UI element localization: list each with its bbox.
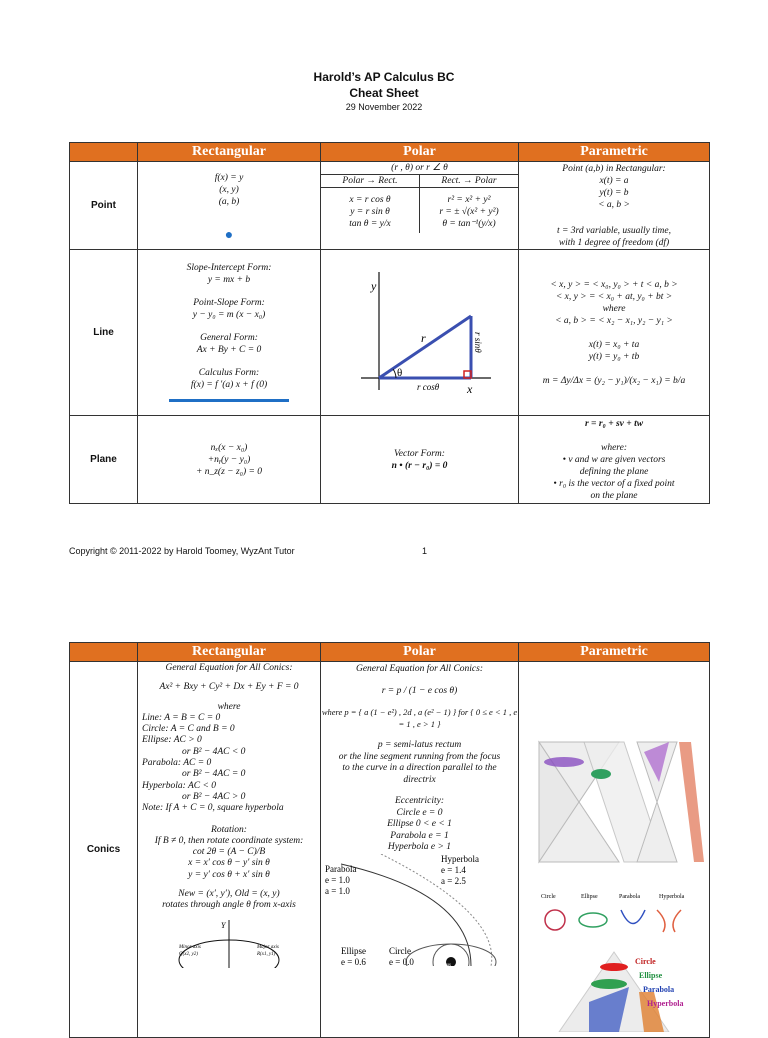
- conics-polar-line: where p = { a (1 − e²) , 2d , a (e² − 1) } for { 0 ≤ e < 1 , e = 1 , e > 1 }: [321, 707, 518, 729]
- conics-param-cell: [519, 662, 710, 1038]
- point-param-line: Point (a,b) in Rectangular:: [562, 163, 666, 174]
- line-rect-line: Calculus Form:: [198, 368, 260, 378]
- header-polar: Polar: [321, 143, 519, 162]
- doc-date: 29 November 2022: [345, 102, 423, 112]
- polar-right-line: r = ± √(x² + y²): [439, 207, 499, 217]
- conics-polar-line: Parabola e = 1: [390, 830, 449, 841]
- row-label-line: Line: [70, 250, 138, 416]
- line-polar-cell: [321, 250, 519, 416]
- point-param-line: y(t) = b: [599, 187, 629, 198]
- shape-label-parabola: Parabola: [619, 894, 640, 900]
- cone-label-parabola: Parabola: [643, 985, 675, 994]
- point-param-line: < a, b >: [598, 199, 630, 210]
- cone-label-hyperbola: Hyperbola: [647, 999, 684, 1008]
- conics-rect-line: or B² − 4AC > 0: [182, 791, 246, 802]
- rect-to-polar: [420, 175, 518, 233]
- conics-rect-line: Circle: A = C and B = 0: [142, 724, 235, 735]
- plane-param-line: on the plane: [590, 490, 638, 501]
- conics-rect-line: rotates through angle θ from x-axis: [162, 900, 296, 911]
- conics-rect-line: y = y′ cos θ + x′ sin θ: [188, 869, 270, 880]
- header-parametric: Parametric: [519, 143, 710, 162]
- graph-parabola-a: a = 1.0: [325, 885, 350, 896]
- ellipse-axis-y: Y: [221, 920, 226, 930]
- polar-right-line: θ = tan⁻¹(y/x): [442, 219, 496, 229]
- plane-param-line: where:: [600, 442, 628, 453]
- line-param-line: < x, y > = < x₀ + at, y₀ + bt >: [555, 291, 673, 302]
- diagram-x-label: x: [467, 382, 473, 396]
- line-param-line: y(t) = y₀ + tb: [588, 351, 640, 362]
- plane-param-line: r = r₀ + sv + tw: [584, 418, 644, 429]
- polar-left-line: x = r cos θ: [349, 195, 391, 205]
- conics-rect-line: Hyperbola: AC < 0: [142, 780, 217, 791]
- graph-circle-e: e = 0.0: [389, 956, 414, 966]
- point-param-line: x(t) = a: [599, 175, 629, 186]
- ellipse-minor-label: Minor axis: [179, 944, 201, 950]
- row-label-plane: Plane: [70, 416, 138, 504]
- header-blank-2: [70, 643, 138, 662]
- line-rect-line: y − y₀ = m (x − x₀): [192, 309, 266, 320]
- page-number: 1: [422, 546, 428, 556]
- graph-hyperbola-label: Hyperbola: [441, 853, 479, 864]
- diagram-rcos-label: r cosθ: [417, 382, 440, 392]
- row-label-point: Point: [70, 162, 138, 250]
- conics-polar-line: Ellipse 0 < e < 1: [387, 819, 452, 829]
- conics-rect-line: Rotation:: [211, 824, 247, 835]
- graph-circle-label: Circle: [389, 945, 411, 956]
- graph-parabola-e: e = 1.0: [325, 874, 350, 885]
- graph-ellipse-e: e = 0.6: [341, 956, 366, 966]
- conics-rect-line: Note: If A + C = 0, square hyperbola: [142, 803, 284, 814]
- polar-header: (r , θ) or r ∠ θ: [321, 162, 518, 175]
- graph-hyperbola-a: a = 2.5: [441, 875, 466, 886]
- plane-rect-cell: [138, 416, 321, 504]
- plane-polar-cell: [321, 416, 519, 504]
- shape-circle: [545, 910, 565, 930]
- conics-polar-line: or the line segment running from the focus: [338, 751, 501, 762]
- conics-rect-line: Ax² + Bxy + Cy² + Dx + Ey + F = 0: [159, 682, 299, 693]
- conics-polar-line: p = semi-latus rectum: [377, 740, 462, 750]
- line-rect-cell: [138, 250, 321, 416]
- conics-polar-line: Circle e = 0: [396, 807, 443, 818]
- polar-right-line: r² = x² + y²: [447, 195, 491, 205]
- line-rect-line: Point-Slope Form:: [193, 298, 265, 308]
- shape-parabola: [621, 910, 645, 924]
- conics-rect-line: where: [217, 701, 241, 712]
- conics-rect-line: or B² − 4AC = 0: [182, 769, 246, 780]
- header-rectangular: Rectangular: [138, 143, 321, 162]
- graph-hyperbola-e: e = 1.4: [441, 864, 466, 875]
- shape-label-ellipse: Ellipse: [581, 894, 598, 900]
- conics-rect-line: Parabola: AC = 0: [142, 758, 212, 769]
- conic-sections-illustration: [519, 662, 709, 1032]
- polar-to-rect: [321, 175, 420, 233]
- polar-left-title: Polar → Rect.: [321, 175, 419, 188]
- header-parametric-2: Parametric: [519, 643, 710, 662]
- table-page-2: [69, 642, 710, 1038]
- plane-param-line: • r₀ is the vector of a fixed point: [553, 478, 675, 489]
- point-param-line: with 1 degree of freedom (df): [558, 237, 670, 248]
- graph-ellipse-label: Ellipse: [341, 945, 366, 956]
- polar-right-title: Rect. → Polar: [420, 175, 518, 188]
- conics-polar-cell: [321, 662, 519, 1038]
- line-param-line: < x, y > = < x₀, y₀ > + t < a, b >: [550, 279, 678, 290]
- diagram-y-label: y: [371, 279, 377, 293]
- table-page-1: [69, 142, 710, 504]
- line-param-line: m = Δy/Δx = (y₂ − y₁)/(x₂ − x₁) = b/a: [542, 375, 686, 386]
- point-polar-cell: [321, 162, 519, 250]
- plane-param-line: defining the plane: [579, 466, 649, 477]
- point-rect-line: (x, y): [219, 184, 239, 195]
- conics-rect-cell: [138, 662, 321, 1038]
- conics-rect-line: x = x′ cos θ − y′ sin θ: [188, 858, 270, 869]
- header-blank: [70, 143, 138, 162]
- line-param-line: x(t) = x₀ + ta: [588, 339, 640, 350]
- conic-eccentricity-graph: [321, 854, 517, 966]
- point-dot: ●: [224, 227, 234, 243]
- line-rect-line: General Form:: [200, 333, 258, 343]
- conics-rect-line: Ellipse: AC > 0: [142, 735, 202, 746]
- conics-rect-line: Line: A = B = C = 0: [142, 712, 221, 723]
- diagram-theta-label: θ: [397, 367, 403, 379]
- conics-rect-line: cot 2θ = (A − C)/B: [192, 847, 266, 858]
- point-rect-line: (a, b): [218, 196, 240, 207]
- line-rect-line: Ax + By + C = 0: [196, 344, 262, 355]
- polar-left-line: y = r sin θ: [350, 207, 390, 217]
- line-param-cell: [519, 250, 710, 416]
- line-param-line: < a, b > = < x₂ − x₁, y₂ − y₁ >: [555, 315, 673, 326]
- conics-rect-line: If B ≠ 0, then rotate coordinate system:: [154, 835, 304, 846]
- polar-left-line: tan θ = y/x: [349, 219, 391, 229]
- plane-polar-line: Vector Form:: [394, 448, 445, 459]
- copyright-footer: Copyright © 2011-2022 by Harold Toomey, WyzAnt Tutor: [69, 546, 295, 556]
- point-rect-line: f(x) = y: [214, 172, 244, 183]
- conics-polar-line: General Equation for All Conics:: [355, 664, 483, 674]
- plane-polar-line: n • (r − r₀) = 0: [391, 460, 448, 471]
- graph-focus-label: Focus: [439, 962, 451, 966]
- conics-polar-line: to the curve in a direction parallel to the: [342, 763, 497, 773]
- ellipse-r-label: R(x1, y1): [257, 951, 276, 957]
- cone-label-circle: Circle: [635, 957, 656, 966]
- point-param-line: t = 3rd variable, usually time,: [557, 225, 671, 236]
- diagram-r-label: r: [421, 331, 426, 345]
- cone-label-ellipse: Ellipse: [639, 971, 663, 980]
- line-param-line: where: [602, 303, 626, 314]
- plane-rect-line: +nᵧ(y − y₀): [207, 454, 251, 465]
- point-rect-cell: [138, 162, 321, 250]
- conics-polar-line: directrix: [403, 774, 436, 785]
- doc-subtitle: Cheat Sheet: [349, 86, 419, 100]
- line-rect-line: f(x) = f ′(a) x + f (0): [190, 379, 268, 390]
- doc-title: Harold’s AP Calculus BC: [313, 70, 455, 84]
- plane-rect-line: + n_z(z − z₀) = 0: [195, 466, 263, 477]
- conics-rect-line: or B² − 4AC < 0: [182, 746, 246, 757]
- conics-rect-line: General Equation for All Conics:: [165, 663, 293, 673]
- plane-param-line: • v and w are given vectors: [562, 454, 666, 465]
- conics-polar-line: Hyperbola e > 1: [387, 842, 452, 852]
- diagram-rsin-label: r sinθ: [473, 332, 483, 353]
- point-param-cell: [519, 162, 710, 250]
- plane-param-cell: [519, 416, 710, 504]
- ellipse-major-label: Major axis: [257, 944, 279, 950]
- plane-rect-line: nₓ(x − x₀): [210, 442, 248, 453]
- header-rectangular-2: Rectangular: [138, 643, 321, 662]
- shape-label-hyperbola: Hyperbola: [659, 894, 685, 900]
- row-label-conics: Conics: [70, 662, 138, 1038]
- line-rect-line: Slope-Intercept Form:: [186, 263, 272, 273]
- header-polar-2: Polar: [321, 643, 519, 662]
- conics-rect-line: New = (x′, y′), Old = (x, y): [178, 889, 280, 900]
- conics-polar-line: r = p / (1 − e cos θ): [381, 685, 458, 696]
- blue-line: [169, 399, 289, 402]
- graph-parabola-label: Parabola: [325, 863, 357, 874]
- shape-label-circle: Circle: [541, 894, 556, 900]
- shape-ellipse: [579, 913, 607, 927]
- polar-triangle-diagram: [321, 250, 519, 410]
- shape-hyperbola: [657, 910, 681, 932]
- ellipse-q-label: Q(x2, y2): [179, 951, 198, 957]
- line-rect-line: y = mx + b: [207, 274, 251, 285]
- double-cones: [539, 742, 704, 862]
- ellipse-axes-diagram: [139, 918, 319, 968]
- conics-polar-line: Eccentricity:: [394, 796, 445, 806]
